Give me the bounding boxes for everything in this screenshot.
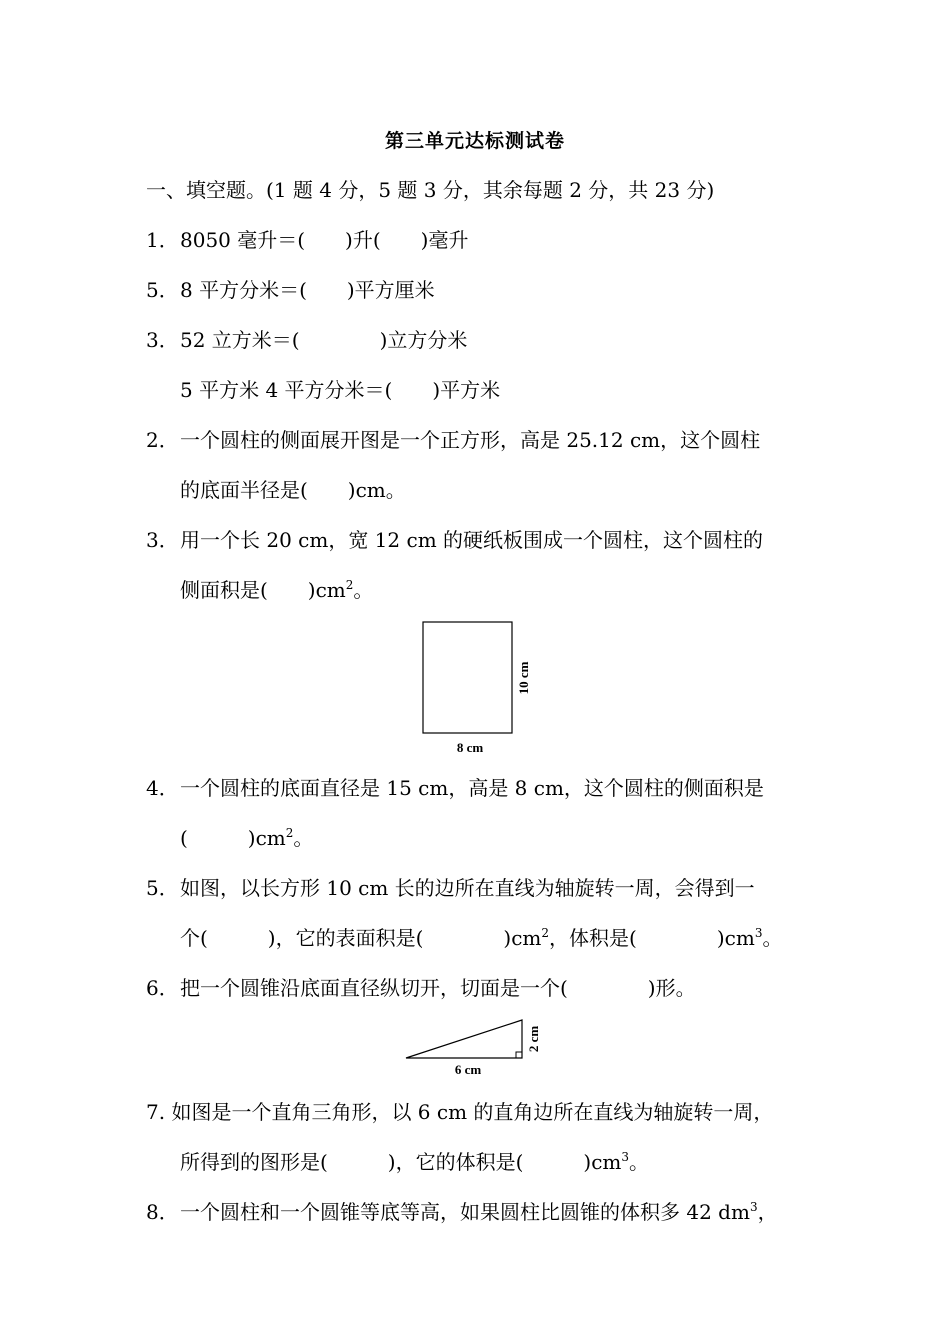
question-5-unit xyxy=(146,276,435,304)
question-3 xyxy=(146,526,763,554)
question-number: 4． xyxy=(146,776,179,800)
section-heading: 一、填空题。(1 题 4 分，5 题 3 分，其余每题 2 分，共 23 分) xyxy=(146,178,715,202)
page-title: 第三单元达标测试卷 xyxy=(384,130,565,152)
question-number: 1． xyxy=(146,228,179,252)
text-fragment: 。 xyxy=(629,1150,650,1174)
question-3-continued xyxy=(180,576,373,604)
question-7: 7. 如图是一个直角三角形，以 6 cm 的直角边所在直线为轴旋转一周， xyxy=(146,1100,774,1124)
question-5 xyxy=(146,874,755,902)
text-fragment: 个( )，它的表面积是( )cm xyxy=(180,926,542,950)
superscript: 2 xyxy=(541,926,550,940)
question-text: 8 平方分米＝( )平方厘米 xyxy=(180,278,435,302)
triangle-shape xyxy=(406,1020,522,1058)
question-1 xyxy=(146,226,468,254)
question-text: 用一个长 20 cm，宽 12 cm 的硬纸板围成一个圆柱，这个圆柱的 xyxy=(180,528,764,552)
question-number: 6． xyxy=(146,976,179,1000)
question-3-unit-continued: 5 平方米 4 平方分米＝( )平方米 xyxy=(180,378,501,402)
text-fragment: ，体积是( )cm xyxy=(549,926,755,950)
triangle-figure xyxy=(398,1012,558,1082)
question-text: 52 立方米＝( )立方分米 xyxy=(180,328,468,352)
text-fragment: ( )cm xyxy=(180,826,286,850)
question-2 xyxy=(146,426,760,454)
question-number: 5． xyxy=(146,278,179,302)
question-number: 3． xyxy=(146,328,179,352)
rectangle-figure xyxy=(400,612,560,762)
question-number: 3． xyxy=(146,528,179,552)
question-number: 2． xyxy=(146,428,179,452)
question-number: 8． xyxy=(146,1200,179,1224)
text-fragment: 侧面积是( )cm xyxy=(180,578,346,602)
text-fragment: 。 xyxy=(293,826,314,850)
question-8 xyxy=(146,1198,778,1226)
text-fragment: 所得到的图形是( )，它的体积是( )cm xyxy=(180,1150,622,1174)
triangle-height-label: 2 cm xyxy=(526,1025,541,1053)
question-3-unit xyxy=(146,326,467,354)
superscript: 3 xyxy=(621,1150,630,1164)
superscript: 2 xyxy=(345,578,354,592)
question-2-continued: 的底面半径是( )cm。 xyxy=(180,478,406,502)
superscript: 3 xyxy=(754,926,763,940)
question-4-continued xyxy=(180,824,313,852)
triangle-base-label: 6 cm xyxy=(454,1062,482,1077)
question-number: 5． xyxy=(146,876,179,900)
question-text: 一个圆柱的底面直径是 15 cm，高是 8 cm，这个圆柱的侧面积是 xyxy=(180,776,764,800)
text-fragment: ， xyxy=(757,1200,778,1224)
question-text: 一个圆柱的侧面展开图是一个正方形，高是 25.12 cm，这个圆柱 xyxy=(180,428,761,452)
question-4 xyxy=(146,774,764,802)
question-7-continued xyxy=(180,1148,649,1176)
question-5-continued xyxy=(180,924,782,952)
rectangle-height-label: 10 cm xyxy=(516,661,531,695)
rectangle-width-label: 8 cm xyxy=(456,740,484,755)
text-fragment: 。 xyxy=(353,578,374,602)
superscript: 2 xyxy=(285,826,294,840)
question-text: 把一个圆锥沿底面直径纵切开，切面是一个( )形。 xyxy=(180,976,696,1000)
question-text: 如图，以长方形 10 cm 长的边所在直线为轴旋转一周，会得到一 xyxy=(180,876,755,900)
text-fragment: 一个圆柱和一个圆锥等底等高，如果圆柱比圆锥的体积多 42 dm xyxy=(180,1200,750,1224)
right-angle-mark xyxy=(516,1052,522,1058)
rectangle-shape xyxy=(423,622,512,733)
text-fragment: 。 xyxy=(762,926,783,950)
superscript: 3 xyxy=(749,1200,758,1214)
question-text: 8050 毫升＝( )升( )毫升 xyxy=(180,228,469,252)
question-6 xyxy=(146,974,696,1002)
